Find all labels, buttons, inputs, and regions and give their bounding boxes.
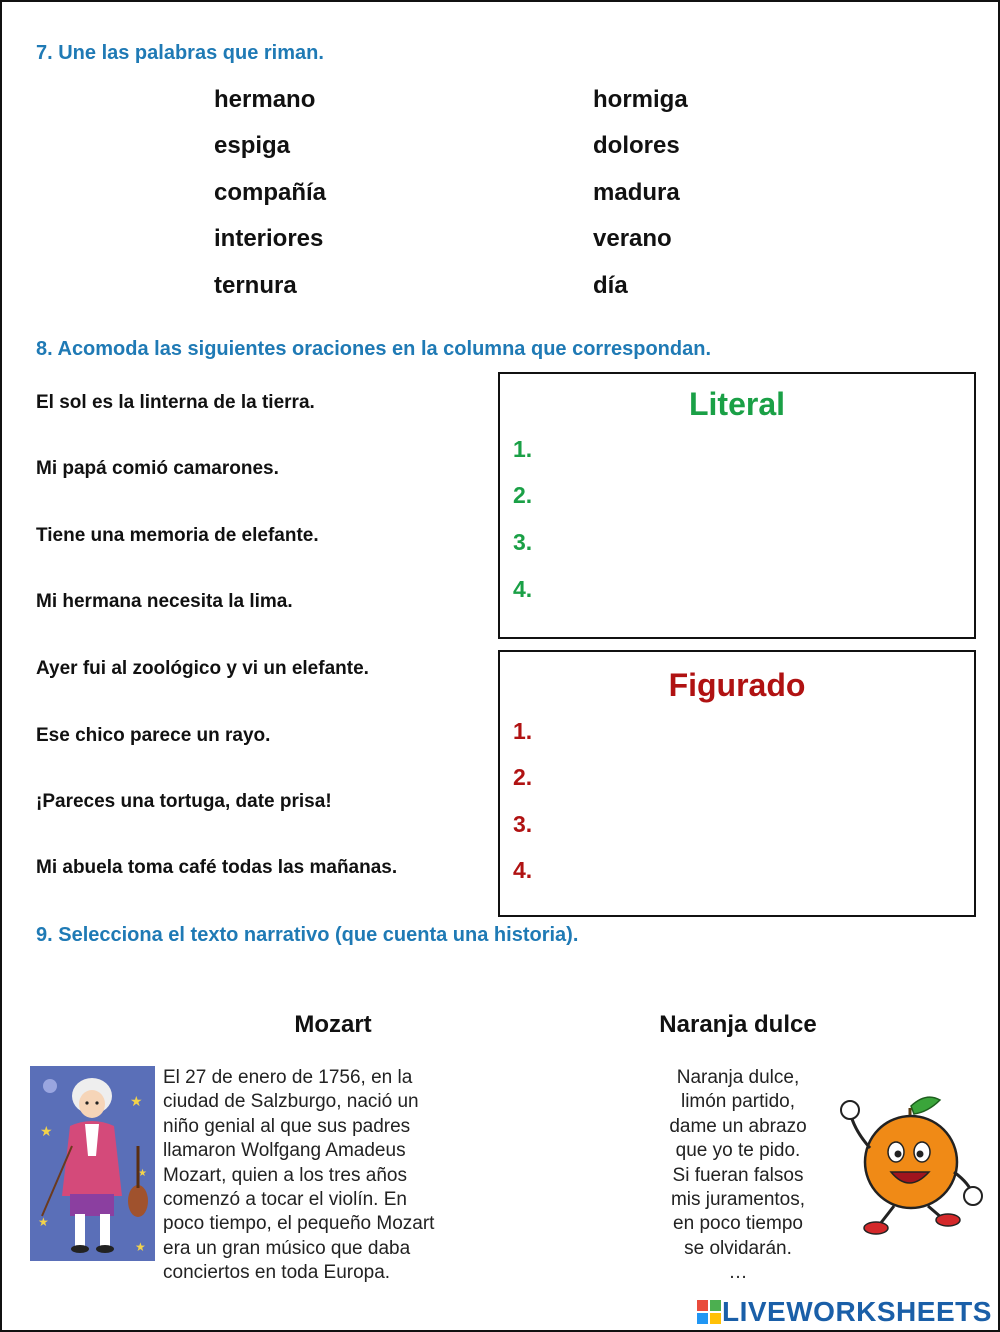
liveworksheets-logo-icon xyxy=(696,1299,722,1325)
sentence-item[interactable]: Ese chico parece un rayo. xyxy=(36,725,271,746)
question-8-title: 8. Acomoda las siguientes oraciones en la columna que correspondan. xyxy=(36,338,711,360)
mozart-line: era un gran músico que daba xyxy=(163,1237,411,1259)
naranja-line: en poco tiempo xyxy=(673,1213,803,1235)
liveworksheets-logo-text: LIVEWORKSHEETS xyxy=(722,1296,992,1327)
svg-text:★: ★ xyxy=(40,1124,53,1140)
mozart-line: llamaron Wolfgang Amadeus xyxy=(163,1140,406,1162)
rhyme-left-word[interactable]: hermano xyxy=(214,86,316,113)
naranja-line: limón partido, xyxy=(680,1091,796,1113)
mozart-illustration xyxy=(30,1066,155,1261)
svg-text:★: ★ xyxy=(38,1215,49,1229)
sentence-item[interactable]: Ayer fui al zoológico y vi un elefante. xyxy=(36,658,369,679)
rhyme-left-word[interactable]: ternura xyxy=(214,272,297,299)
mozart-line: poco tiempo, el pequeño Mozart xyxy=(163,1213,435,1235)
figurado-slot-4[interactable]: 4. xyxy=(513,857,533,883)
sentence-item[interactable]: El sol es la linterna de la tierra. xyxy=(36,392,315,413)
mozart-line: niño genial al que sus padres xyxy=(163,1115,411,1137)
literal-slot-4[interactable]: 4. xyxy=(513,576,533,602)
figurado-slot-1[interactable]: 1. xyxy=(513,718,533,744)
naranja-text[interactable] xyxy=(628,1066,848,1286)
sentence-item[interactable]: Mi papá comió camarones. xyxy=(36,458,279,479)
figurado-slot-3[interactable]: 3. xyxy=(513,811,533,837)
mozart-line: Mozart, quien a los tres años xyxy=(163,1164,407,1186)
literal-title: Literal xyxy=(688,386,786,422)
sentence-item[interactable]: Tiene una memoria de elefante. xyxy=(36,525,319,546)
rhyme-right-word[interactable]: día xyxy=(593,272,628,299)
rhyme-right-word[interactable]: verano xyxy=(593,225,672,252)
naranja-line: Naranja dulce, xyxy=(676,1067,800,1088)
rhyme-right-word[interactable]: hormiga xyxy=(593,86,688,113)
naranja-line: se olvidarán. xyxy=(684,1237,792,1259)
svg-text:★: ★ xyxy=(138,1168,147,1179)
question-7-title: 7. Une las palabras que riman. xyxy=(36,42,324,64)
svg-text:★: ★ xyxy=(130,1094,143,1110)
mozart-line: comenzó a tocar el violín. En xyxy=(163,1189,407,1211)
sentence-item[interactable]: Mi hermana necesita la lima. xyxy=(36,591,293,612)
naranja-line: … xyxy=(728,1262,748,1284)
naranja-line: dame un abrazo xyxy=(669,1115,807,1137)
figurado-title: Figurado xyxy=(668,667,806,703)
figurado-box[interactable] xyxy=(498,650,976,917)
rhyme-left-word[interactable]: espiga xyxy=(214,132,291,159)
literal-slot-2[interactable]: 2. xyxy=(513,482,533,508)
figurado-slot-2[interactable]: 2. xyxy=(513,764,533,790)
literal-slot-3[interactable]: 3. xyxy=(513,529,533,555)
orange-illustration xyxy=(836,1090,986,1240)
sentence-item[interactable]: ¡Pareces una tortuga, date prisa! xyxy=(36,791,332,812)
literal-slot-1[interactable]: 1. xyxy=(513,436,533,462)
rhyme-left-word[interactable]: interiores xyxy=(214,225,324,252)
rhyme-right-word[interactable]: madura xyxy=(593,179,680,206)
rhyme-right-word[interactable]: dolores xyxy=(593,132,680,159)
mozart-text[interactable] xyxy=(163,1066,503,1286)
liveworksheets-logo xyxy=(696,1296,992,1328)
mozart-line: El 27 de enero de 1756, en la xyxy=(163,1067,413,1088)
sentence-item[interactable]: Mi abuela toma café todas las mañanas. xyxy=(36,857,398,878)
svg-text:★: ★ xyxy=(135,1240,146,1254)
naranja-line: que yo te pido. xyxy=(675,1140,801,1162)
naranja-title[interactable]: Naranja dulce xyxy=(659,1011,817,1038)
mozart-line: conciertos en toda Europa. xyxy=(163,1262,391,1284)
naranja-line: mis juramentos, xyxy=(670,1189,806,1211)
rhyme-left-word[interactable]: compañía xyxy=(214,179,327,206)
mozart-title[interactable]: Mozart xyxy=(294,1011,372,1038)
naranja-line: Si fueran falsos xyxy=(672,1164,804,1186)
question-9-title: 9. Selecciona el texto narrativo (que cuenta una historia). xyxy=(36,924,579,946)
literal-box[interactable] xyxy=(498,372,976,639)
mozart-line: ciudad de Salzburgo, nació un xyxy=(163,1091,419,1113)
